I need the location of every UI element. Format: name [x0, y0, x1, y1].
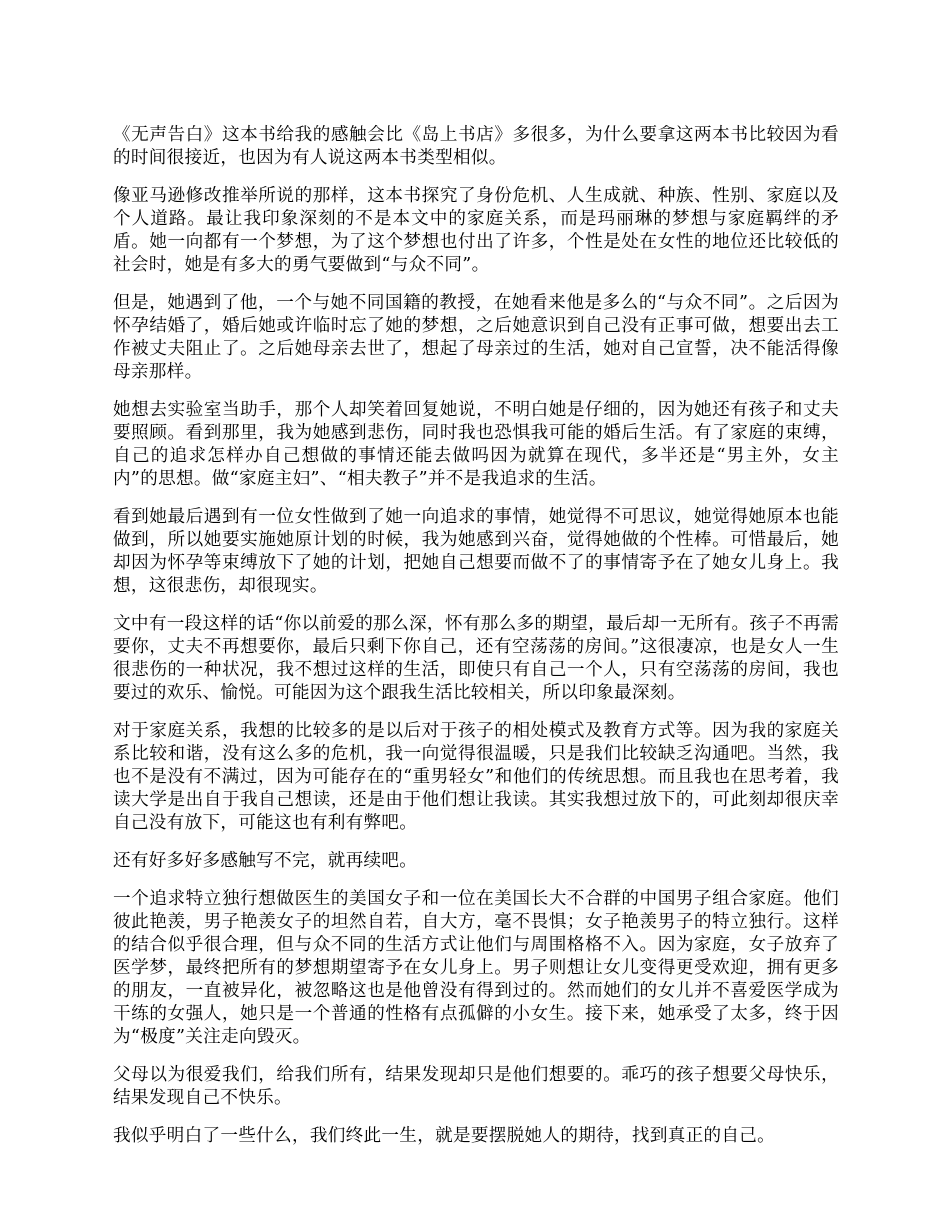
document-body [113, 124, 839, 1163]
paragraph-9: 一个追求特立独行想做医生的美国女子和一位在美国长大不合群的中国男子组合家庭。他们彼此艳羡，男子艳羡女子的坦然自若，自大方，毫不畏惧；女子艳羡男子的特立独行。这样的结合似乎很合理，但与众不同的生活方式让他们与周围格格不入。因为家庭，女子放弃了医学梦，最终把所有的梦想期望寄予在女儿身上。男子则想让女儿变得更受欢迎，拥有更多的朋友，一直被异化，被忽略这也是他曾没有得到过的。然而她们的女儿并不喜爱医学成为干练的女强人，她只是一个普通的性格有点孤僻的小女生。接下来，她承受了太多，终于因为“极度”关注走向毁灭。 [113, 889, 839, 1047]
paragraph-8: 还有好多好多感触写不完，就再续吧。 [113, 851, 418, 871]
paragraph-5: 看到她最后遇到有一位女性做到了她一向追求的事情，她觉得不可思议，她觉得她原本也能做到，所以她要实施她原计划的时候，我为她感到兴奋，觉得她做的个性棒。可惜最后，她却因为怀孕等束缚放下了她的计划，把她自己想要而做不了的事情寄予在了她女儿身上。我想，这很悲伤，却很现实。 [113, 507, 839, 596]
paragraph-7: 对于家庭关系，我想的比较多的是以后对于孩子的相处模式及教育方式等。因为我的家庭关系比较和谐，没有这么多的危机，我一向觉得很温暖，只是我们比较缺乏沟通吧。当然，我也不是没有不满过，因为可能存在的“重男轻女”和他们的传统思想。而且我也在思考着，我读大学是出自于我自己想读，还是由于他们想让我读。其实我想过放下的，可此刻却很庆幸自己没有放下，可能这也有利有弊吧。 [113, 721, 839, 833]
paragraph-3: 但是，她遇到了他，一个与她不同国籍的教授，在她看来他是多么的“与众不同”。之后因为怀孕结婚了，婚后她或许临时忘了她的梦想，之后她意识到自己没有正事可做，想要出去工作被丈夫阻止了。之后她母亲去世了，想起了母亲过的生活，她对自己宣誓，决不能活得像母亲那样。 [113, 293, 839, 382]
paragraph-6: 文中有一段这样的话“你以前爱的那么深，怀有那么多的期望，最后却一无所有。孩子不再需要你，丈夫不再想要你，最后只剩下你自己，还有空荡荡的房间。”这很凄凉，也是女人一生很悲伤的一种状况，我不想过这样的生活，即使只有自己一个人，只有空荡荡的房间，我也要过的欢乐、愉悦。可能因为这个跟我生活比较相关，所以印象最深刻。 [113, 614, 839, 703]
paragraph-10: 父母以为很爱我们，给我们所有，结果发现却只是他们想要的。乖巧的孩子想要父母快乐，结果发现自己不快乐。 [113, 1065, 839, 1108]
paragraph-2: 像亚马逊修改推举所说的那样，这本书探究了身份危机、人生成就、种族、性别、家庭以及个人道路。最让我印象深刻的不是本文中的家庭关系，而是玛丽琳的梦想与家庭羁绊的矛盾。她一向都有一个梦想，为了这个梦想也付出了许多，个性是处在女性的地位还比较低的社会时，她是有多大的勇气要做到“与众不同”。 [113, 186, 839, 275]
paragraph-4: 她想去实验室当助手，那个人却笑着回复她说，不明白她是仔细的，因为她还有孩子和丈夫要照顾。看到那里，我为她感到悲伤，同时我也恐惧我可能的婚后生活。有了家庭的束缚，自己的追求怎样办自己想做的事情还能去做吗因为就算在现代，多半还是“男主外，女主内”的思想。做“家庭主妇”、“相夫教子”并不是我追求的生活。 [113, 400, 839, 489]
paragraph-11: 我似乎明白了一些什么，我们终此一生，就是要摆脱她人的期待，找到真正的自己。 [113, 1126, 776, 1146]
paragraph-1: 《无声告白》这本书给我的感触会比《岛上书店》多很多，为什么要拿这两本书比较因为看的时间很接近，也因为有人说这两本书类型相似。 [113, 125, 839, 168]
